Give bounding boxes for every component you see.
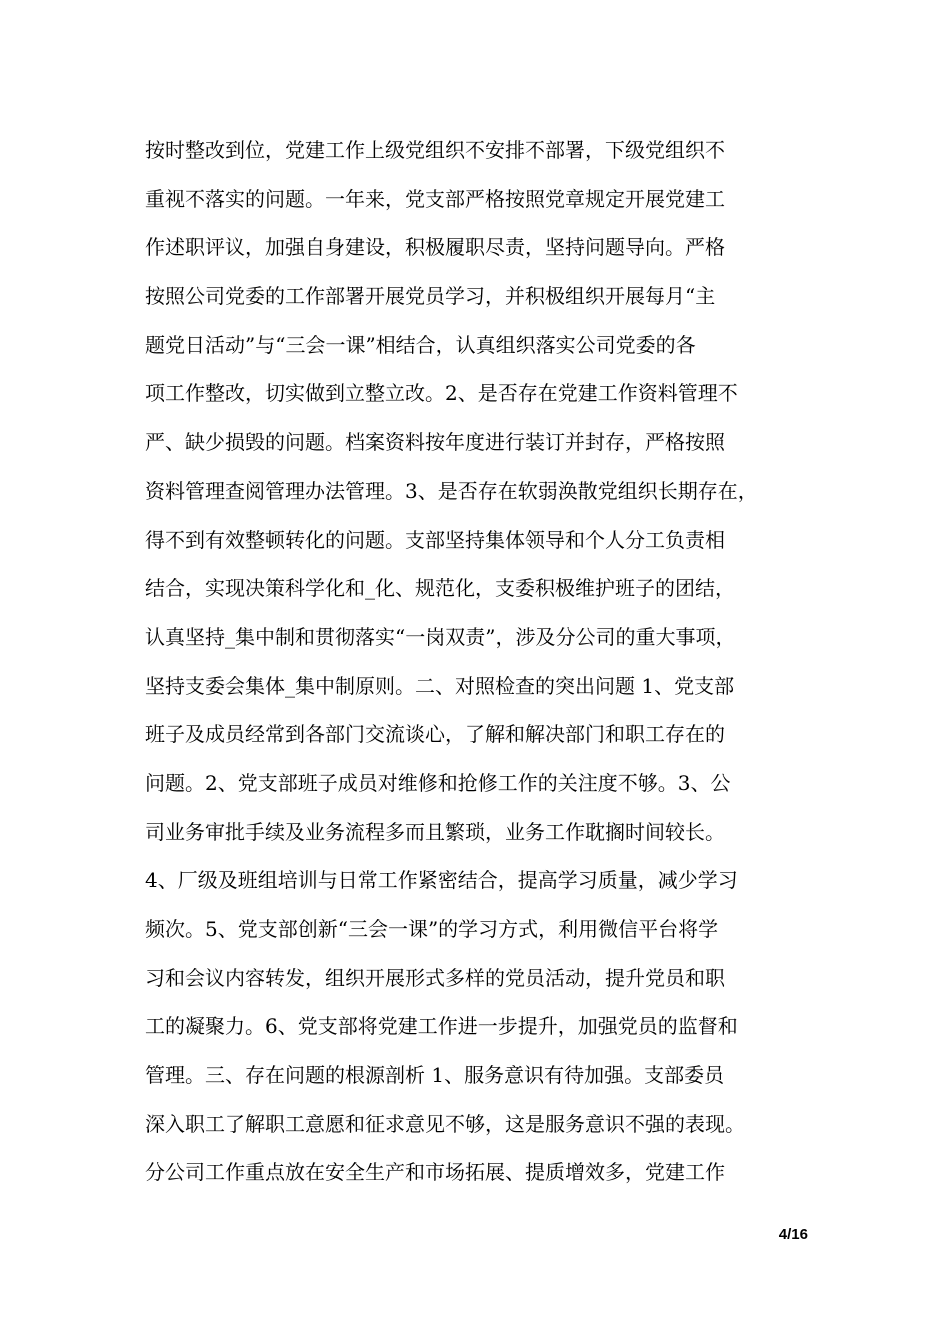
text-line: 题党日活动”与“三会一课”相结合，认真组织落实公司党委的各 — [145, 332, 696, 357]
text-line: 项工作整改，切实做到立整立改。2、是否存在党建工作资料管理不 — [145, 381, 738, 406]
text-line: 作述职评议，加强自身建设，积极履职尽责，坚持问题导向。严格 — [145, 235, 725, 260]
body-text — [145, 126, 825, 1197]
text-line: 管理。三、存在问题的根源剖析 1、服务意识有待加强。支部委员 — [145, 1063, 725, 1088]
text-line: 认真坚持_集中制和贯彻落实“一岗双责”，涉及分公司的重大事项， — [145, 624, 736, 649]
text-line: 班子及成员经常到各部门交流谈心，了解和解决部门和职工存在的 — [145, 722, 725, 747]
text-line: 重视不落实的问题。一年来，党支部严格按照党章规定开展党建工 — [145, 186, 725, 211]
text-line: 资料管理查阅管理办法管理。3、是否存在软弱涣散党组织长期存在， — [145, 478, 758, 503]
text-line: 问题。2、党支部班子成员对维修和抢修工作的关注度不够。3、公 — [145, 770, 731, 795]
text-line: 坚持支委会集体_集中制原则。二、对照检查的突出问题 1、党支部 — [145, 673, 735, 698]
text-line: 深入职工了解职工意愿和征求意见不够，这是服务意识不强的表现。 — [145, 1111, 745, 1136]
text-line: 按照公司党委的工作部署开展党员学习，并积极组织开展每月“主 — [145, 284, 716, 309]
page-number: 4/16 — [778, 1226, 808, 1243]
text-line: 频次。5、党支部创新“三会一课”的学习方式，利用微信平台将学 — [145, 917, 719, 941]
text-line: 按时整改到位，党建工作上级党组织不安排不部署，下级党组织不 — [145, 138, 725, 162]
text-line: 司业务审批手续及业务流程多而且繁琐，业务工作耽搁时间较长。 — [145, 819, 725, 844]
text-line: 得不到有效整顿转化的问题。支部坚持集体领导和个人分工负责相 — [145, 527, 725, 552]
text-line: 分公司工作重点放在安全生产和市场拓展、提质增效多，党建工作 — [145, 1160, 725, 1185]
text-line: 结合，实现决策科学化和_化、规范化，支委积极维护班子的团结， — [145, 576, 735, 601]
text-line: 习和会议内容转发，组织开展形式多样的党员活动，提升党员和职 — [145, 965, 725, 990]
text-line: 4、厂级及班组培训与日常工作紧密结合，提高学习质量，减少学习 — [145, 868, 738, 893]
text-line: 工的凝聚力。6、党支部将党建工作进一步提升，加强党员的监督和 — [145, 1014, 738, 1039]
text-line: 严、缺少损毁的问题。档案资料按年度进行装订并封存，严格按照 — [145, 430, 725, 455]
